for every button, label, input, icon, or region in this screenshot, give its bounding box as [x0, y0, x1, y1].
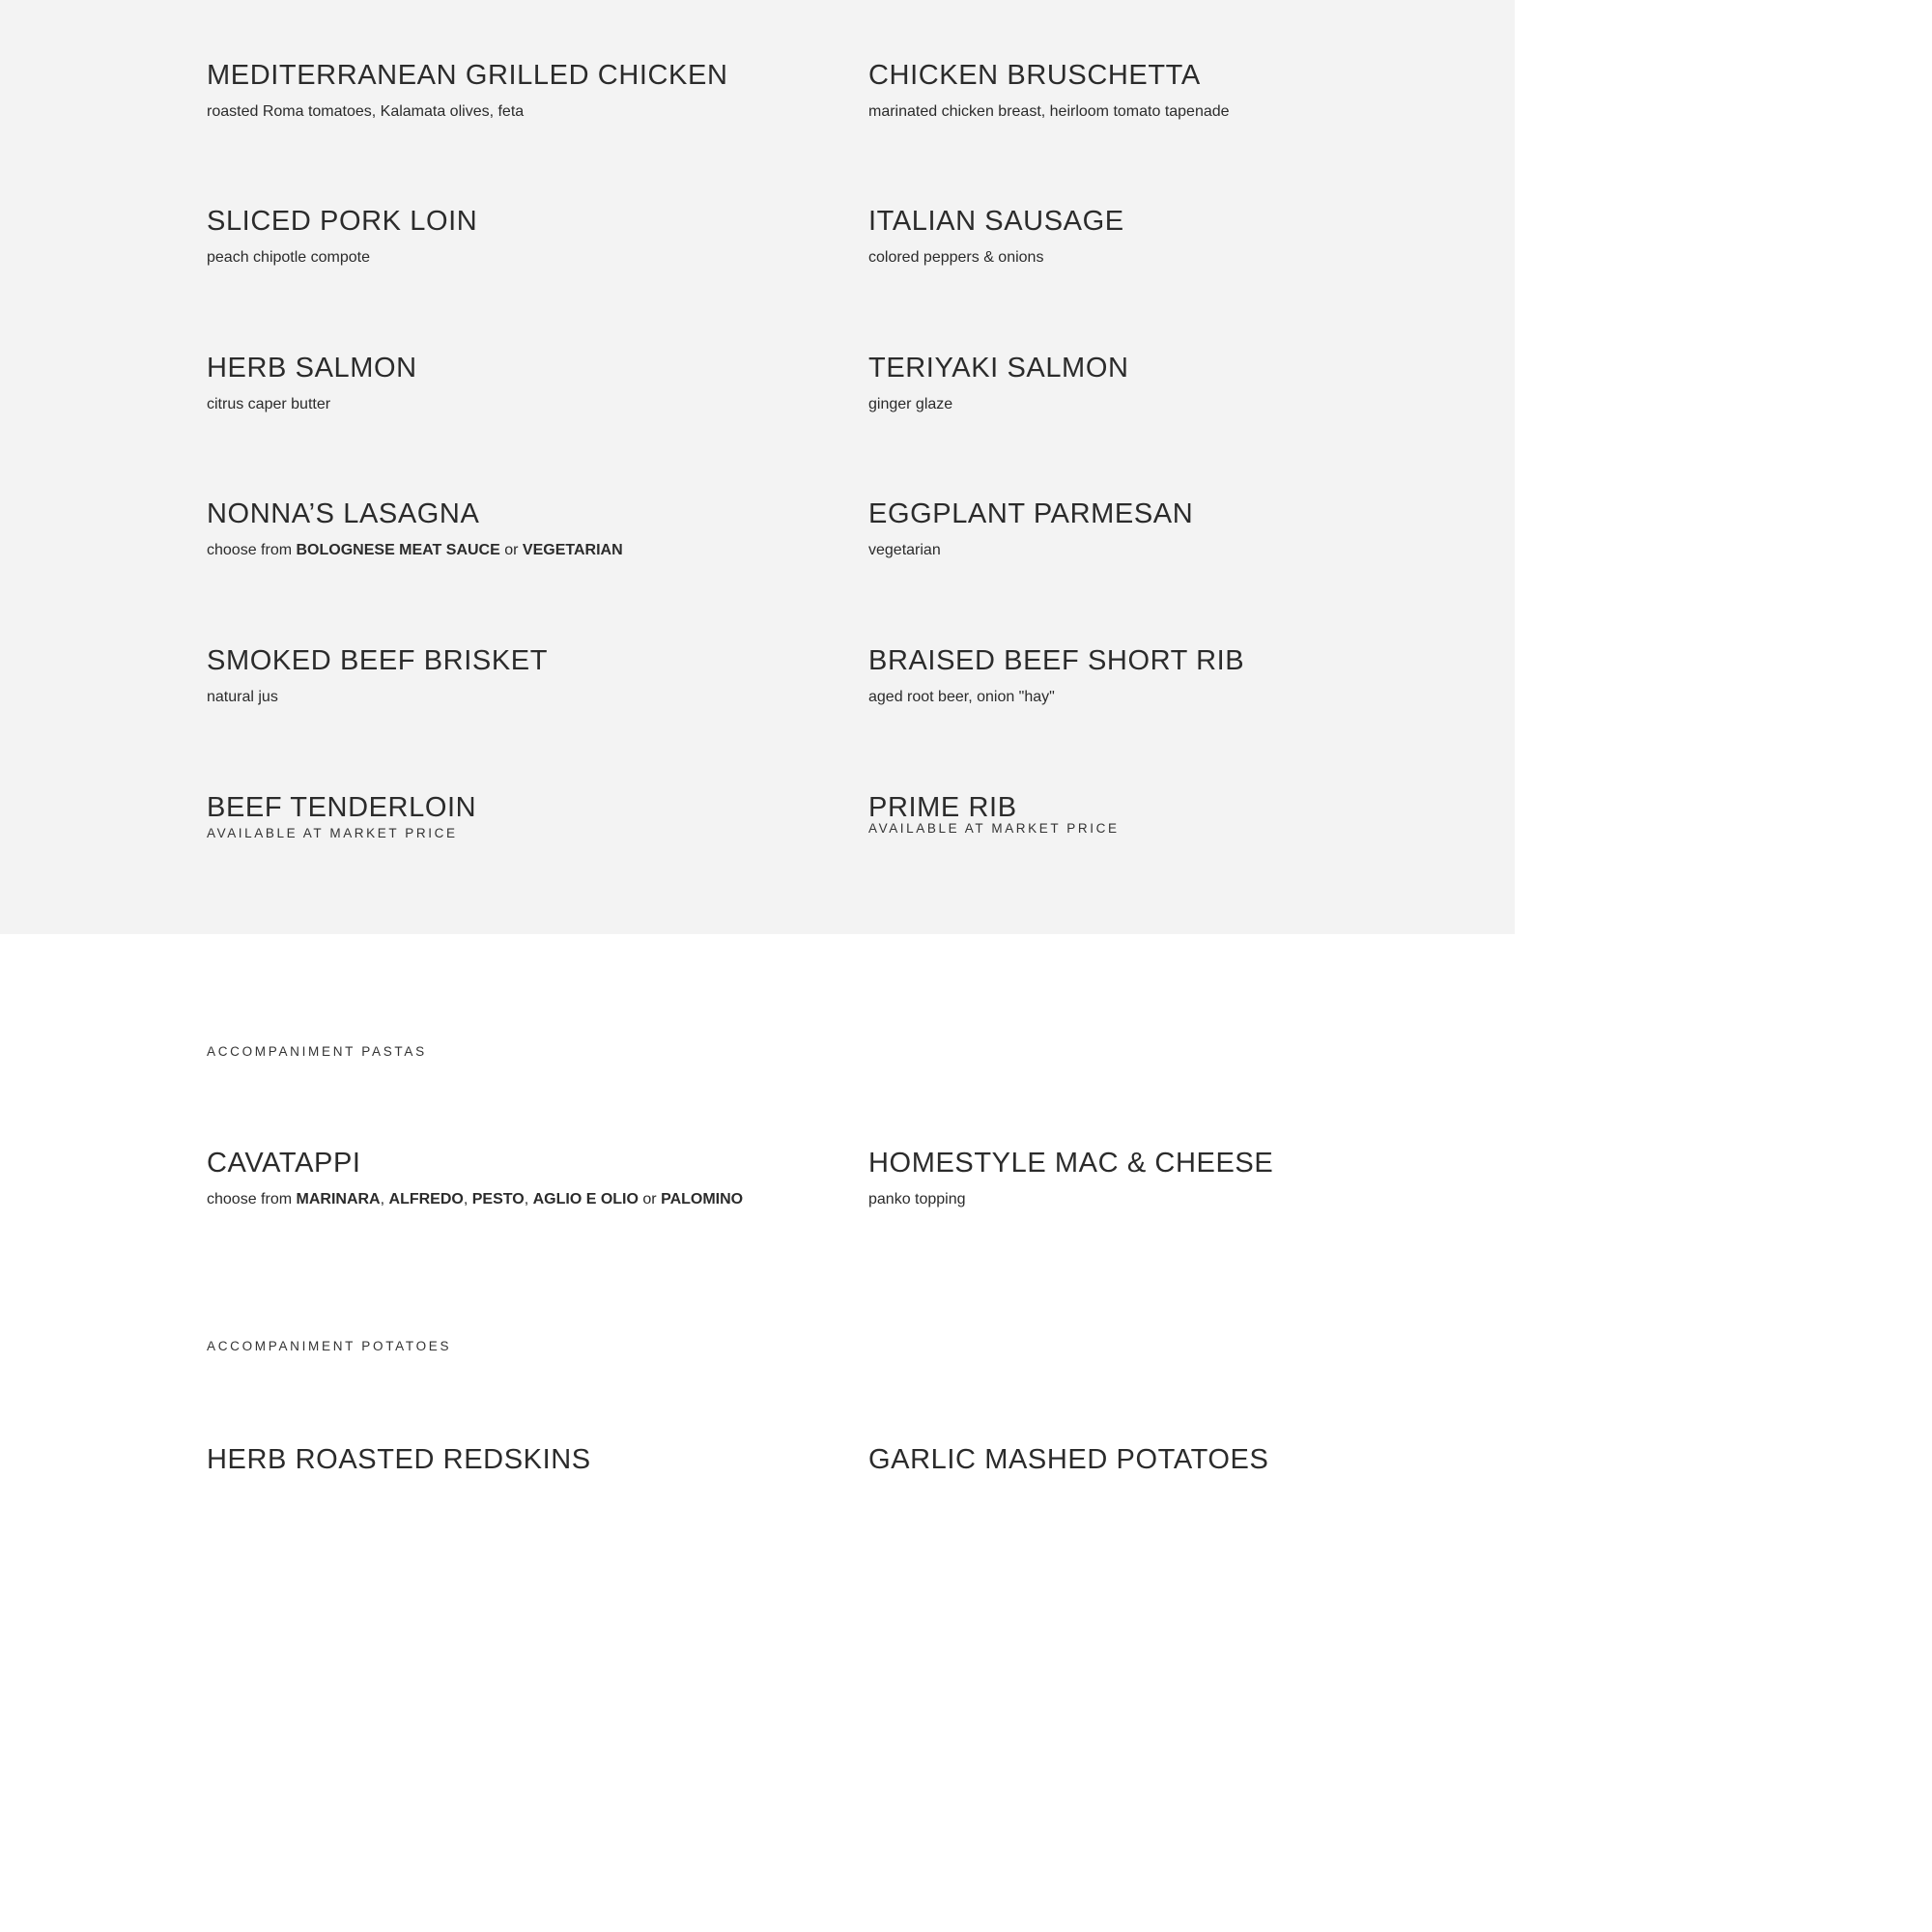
item-title: HOMESTYLE MAC & CHEESE [868, 1148, 1274, 1179]
item-title: SMOKED BEEF BRISKET [207, 645, 549, 676]
item-description: aged root beer, onion "hay" [868, 689, 1055, 705]
item-description: vegetarian [868, 542, 941, 558]
menu-item-prime-rib [868, 794, 1120, 836]
item-title: CHICKEN BRUSCHETTA [868, 60, 1201, 91]
menu-item-italian-sausage [868, 208, 1124, 267]
item-title: PRIME RIB [868, 792, 1017, 823]
item-description: marinated chicken breast, heirloom tomato tapenade [868, 103, 1230, 120]
item-description: colored peppers & onions [868, 249, 1044, 266]
menu-item-garlic-mashed-potatoes [868, 1446, 1268, 1474]
menu-item-homestyle-mac-and-cheese [868, 1150, 1273, 1208]
item-title: NONNA’S LASAGNA [207, 498, 480, 529]
item-description: citrus caper butter [207, 396, 331, 412]
menu-item-beef-tenderloin [207, 794, 476, 840]
market-price-note: AVAILABLE AT MARKET PRICE [207, 826, 458, 840]
item-description: natural jus [207, 689, 278, 705]
option-vegetarian: VEGETARIAN [522, 542, 623, 558]
section-heading-pastas: ACCOMPANIMENT PASTAS [207, 1044, 427, 1059]
option-bolognese: BOLOGNESE MEAT SAUCE [296, 542, 500, 558]
item-title: TERIYAKI SALMON [868, 353, 1129, 384]
item-title: HERB ROASTED REDSKINS [207, 1444, 591, 1475]
menu-item-sliced-pork-loin [207, 208, 477, 267]
item-title: ITALIAN SAUSAGE [868, 206, 1124, 237]
menu-item-braised-beef-short-rib [868, 647, 1244, 706]
item-description: ginger glaze [868, 396, 953, 412]
option-pesto: PESTO [471, 1191, 525, 1208]
item-description: choose from BOLOGNESE MEAT SAUCE or VEGETARIAN [207, 542, 623, 558]
option-palomino: PALOMINO [661, 1191, 744, 1208]
item-title: EGGPLANT PARMESAN [868, 498, 1194, 529]
option-alfredo: ALFREDO [388, 1191, 464, 1208]
item-description: panko topping [868, 1191, 966, 1208]
option-aglio-e-olio: AGLIO E OLIO [532, 1191, 639, 1208]
item-title: GARLIC MASHED POTATOES [868, 1444, 1269, 1475]
entrees-section [0, 0, 1515, 934]
item-title: BEEF TENDERLOIN [207, 792, 477, 823]
menu-item-nonnas-lasagna [207, 500, 623, 559]
section-heading-potatoes: ACCOMPANIMENT POTATOES [207, 1339, 452, 1353]
item-title: SLICED PORK LOIN [207, 206, 478, 237]
item-description: choose from MARINARA, ALFREDO, PESTO, AGLIO E OLIO or PALOMINO [207, 1191, 744, 1208]
option-marinara: MARINARA [296, 1191, 381, 1208]
menu-item-eggplant-parmesan [868, 500, 1193, 559]
menu-item-herb-roasted-redskins [207, 1446, 591, 1474]
item-title: CAVATAPPI [207, 1148, 361, 1179]
menu-item-smoked-beef-brisket [207, 647, 548, 706]
item-description: roasted Roma tomatoes, Kalamata olives, feta [207, 103, 525, 120]
menu-item-cavatappi [207, 1150, 743, 1208]
menu-item-mediterranean-grilled-chicken [207, 62, 728, 121]
market-price-note: AVAILABLE AT MARKET PRICE [868, 821, 1120, 836]
menu-item-teriyaki-salmon [868, 355, 1129, 413]
item-description: peach chipotle compote [207, 249, 370, 266]
item-title: HERB SALMON [207, 353, 417, 384]
menu-item-herb-salmon [207, 355, 417, 413]
item-title: BRAISED BEEF SHORT RIB [868, 645, 1245, 676]
menu-item-chicken-bruschetta [868, 62, 1230, 121]
item-title: MEDITERRANEAN GRILLED CHICKEN [207, 60, 728, 91]
